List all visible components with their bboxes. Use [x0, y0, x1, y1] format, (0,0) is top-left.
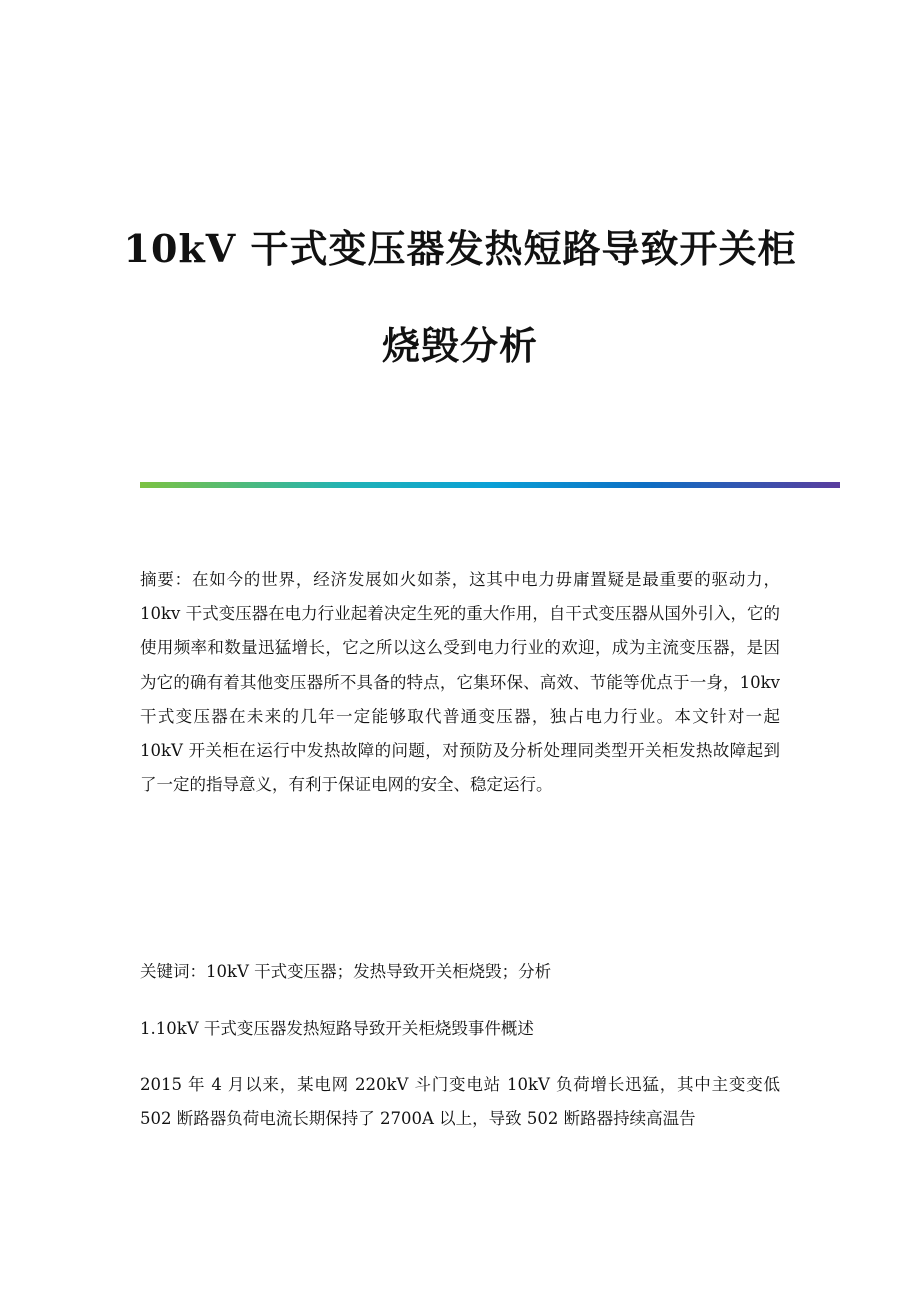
keywords-line: 关键词：10kV 干式变压器；发热导致开关柜烧毁；分析 [140, 962, 552, 981]
section-heading: 1.10kV 干式变压器发热短路导致开关柜烧毁事件概述 [140, 1019, 534, 1038]
gradient-divider [140, 482, 840, 488]
document-title-line-2: 烧毁分析 [381, 323, 538, 368]
body-paragraph: 2015 年 4 月以来，某电网 220kV 斗门变电站 10kV 负荷增长迅猛，其中主变变低 502 断路器负荷电流长期保持了 2700A 以上，导致 502 断路器持续高温告 [140, 1075, 780, 1129]
document-title-line-1: 10kV 干式变压器发热短路导致开关柜 [123, 226, 797, 271]
abstract-paragraph: 摘要：在如今的世界，经济发展如火如荼，这其中电力毋庸置疑是最重要的驱动力，10kv 干式变压器在电力行业起着决定生死的重大作用，自干式变压器从国外引入，它的使用频率和数量迅猛增长，它之所以这么受到电力行业的欢迎，成为主流变压器，是因为它的确有着其他变压器所不具备的特点，它集环保、高效、节能等优点于一身，10kv 干式变压器在未来的几年一定能够取代普通变压器，独占电力行业。本文针对一起 10kV 开关柜在运行中发热故障的问题，对预防及分析处理同类型开关柜发热故障起到了一定的指导意义，有利于保证电网的安全、稳定运行。 [140, 570, 780, 795]
